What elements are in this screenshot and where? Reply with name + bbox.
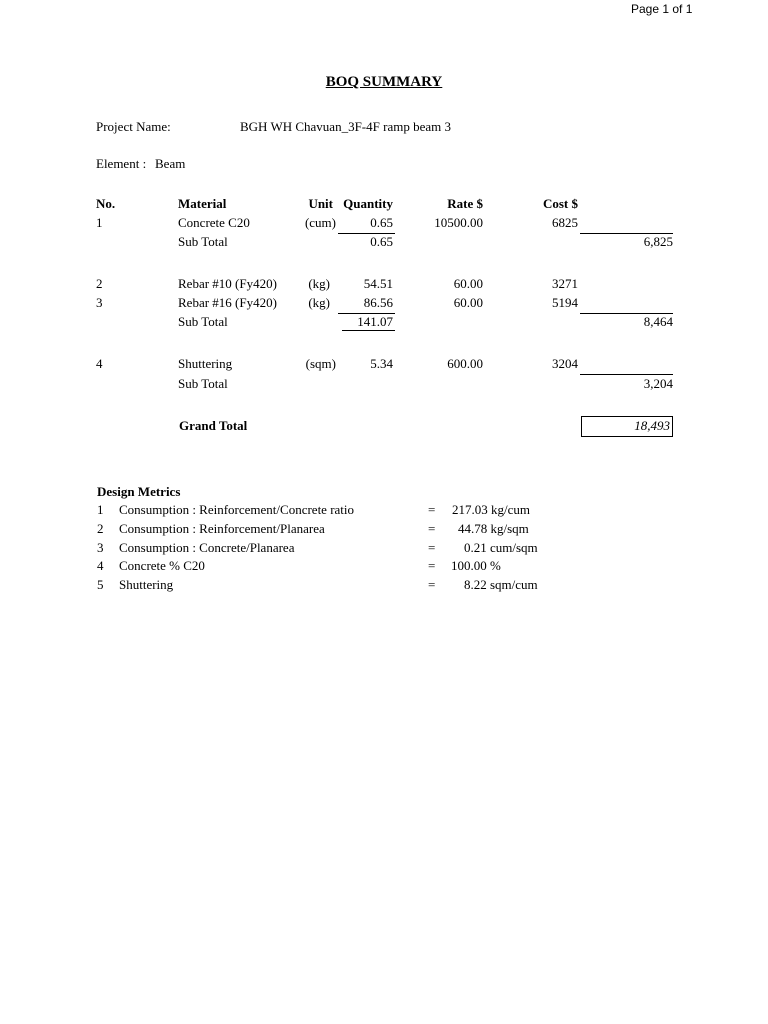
row-unit: (sqm) bbox=[305, 356, 336, 371]
metric-no: 1 bbox=[97, 502, 104, 517]
metric-label: Consumption : Reinforcement/Planarea bbox=[119, 521, 325, 536]
grand-total-value: 18,493 bbox=[634, 418, 670, 433]
metric-value: 44.78 kg/sqm bbox=[458, 521, 529, 536]
header-cost: Cost $ bbox=[542, 196, 578, 211]
row-quantity: 54.51 bbox=[363, 276, 393, 291]
metric-label: Consumption : Reinforcement/Concrete ratio bbox=[119, 502, 355, 517]
header-no: No. bbox=[96, 196, 116, 211]
subtotal-total: 6,825 bbox=[643, 234, 673, 249]
row-rate: 60.00 bbox=[453, 295, 483, 310]
row-no: 2 bbox=[96, 276, 103, 291]
row-rate: 10500.00 bbox=[434, 215, 483, 230]
metric-value: 0.21 cum/sqm bbox=[464, 540, 538, 555]
row-unit: (kg) bbox=[308, 276, 330, 291]
project-name-value: BGH WH Chavuan_3F-4F ramp beam 3 bbox=[240, 119, 451, 134]
metric-value: 100.00 % bbox=[451, 558, 501, 573]
header-material: Material bbox=[178, 196, 227, 211]
subtotal-label: Sub Total bbox=[178, 234, 228, 249]
row-unit: (cum) bbox=[304, 215, 336, 230]
subtotal-label: Sub Total bbox=[178, 376, 228, 391]
row-rate: 600.00 bbox=[447, 356, 483, 371]
design-metrics-title: Design Metrics bbox=[97, 484, 181, 499]
row-material: Shuttering bbox=[178, 356, 233, 371]
metric-equals: = bbox=[428, 558, 436, 573]
metric-value: 8.22 sqm/cum bbox=[464, 577, 538, 592]
header-unit: Unit bbox=[308, 196, 333, 211]
row-no: 4 bbox=[96, 356, 103, 371]
subtotal-quantity: 0.65 bbox=[370, 234, 393, 249]
row-rate: 60.00 bbox=[453, 276, 483, 291]
row-material: Concrete C20 bbox=[178, 215, 250, 230]
page-title: BOQ SUMMARY bbox=[325, 74, 443, 90]
metric-no: 2 bbox=[97, 521, 104, 536]
row-cost: 3204 bbox=[552, 356, 578, 371]
row-no: 3 bbox=[96, 295, 103, 310]
project-name-label: Project Name: bbox=[96, 119, 171, 134]
subtotal-total: 3,204 bbox=[643, 376, 673, 391]
metric-label: Consumption : Concrete/Planarea bbox=[119, 540, 295, 555]
metric-label: Shuttering bbox=[119, 577, 174, 592]
row-cost: 6825 bbox=[552, 215, 578, 230]
subtotal-quantity: 141.07 bbox=[357, 314, 393, 329]
page-number: Page 1 of 1 bbox=[631, 2, 693, 16]
qty-subtotal-underline bbox=[342, 330, 395, 331]
header-rate: Rate $ bbox=[447, 196, 483, 211]
metric-equals: = bbox=[428, 540, 436, 555]
row-no: 1 bbox=[96, 215, 103, 230]
row-cost: 3271 bbox=[552, 276, 578, 291]
cost-subtotal-rule bbox=[580, 374, 673, 375]
metric-no: 5 bbox=[97, 577, 104, 592]
metric-no: 4 bbox=[97, 558, 104, 573]
element-label: Element : bbox=[96, 156, 147, 171]
row-quantity: 86.56 bbox=[363, 295, 393, 310]
row-material: Rebar #16 (Fy420) bbox=[178, 295, 277, 310]
row-material: Rebar #10 (Fy420) bbox=[178, 276, 277, 291]
metric-equals: = bbox=[428, 521, 436, 536]
row-cost: 5194 bbox=[552, 295, 578, 310]
header-quantity: Quantity bbox=[343, 196, 393, 211]
metric-equals: = bbox=[428, 502, 436, 517]
element-value: Beam bbox=[155, 156, 186, 171]
subtotal-total: 8,464 bbox=[643, 314, 673, 329]
row-quantity: 5.34 bbox=[370, 356, 393, 371]
row-quantity: 0.65 bbox=[370, 215, 393, 230]
metric-label: Concrete % C20 bbox=[119, 558, 205, 573]
metric-equals: = bbox=[428, 577, 436, 592]
subtotal-label: Sub Total bbox=[178, 314, 228, 329]
row-unit: (kg) bbox=[308, 295, 330, 310]
metric-value: 217.03 kg/cum bbox=[452, 502, 530, 517]
metric-no: 3 bbox=[97, 540, 104, 555]
grand-total-label: Grand Total bbox=[179, 418, 248, 433]
